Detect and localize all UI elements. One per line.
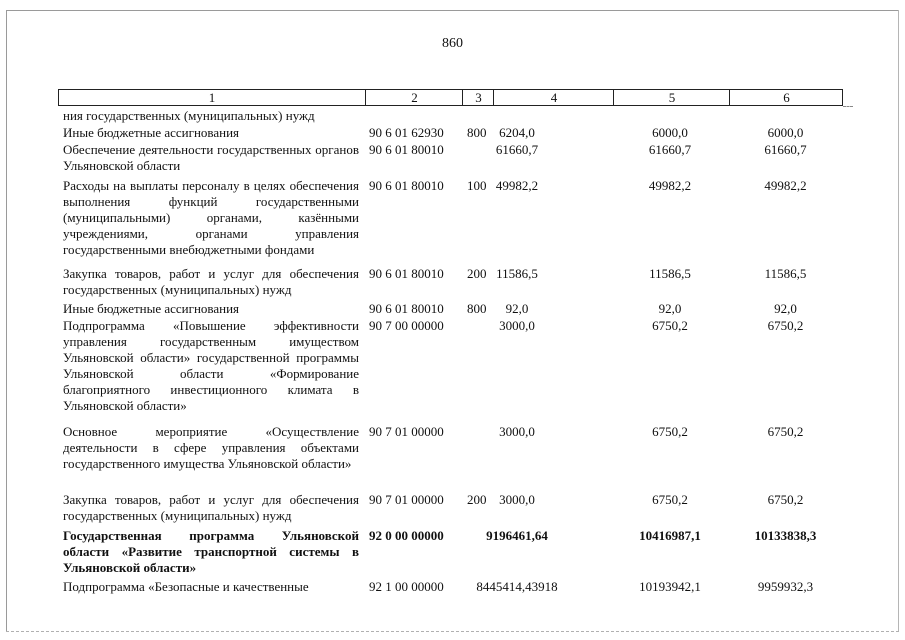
header-col-1: 1 [208,90,216,105]
row-value-3: 6750,2 [767,424,804,439]
row-code: 90 6 01 62930 [369,125,444,140]
row-value-2: 6000,0 [652,125,688,140]
page-frame-bottom [6,631,899,632]
row-value-2: 10193942,1 [639,579,701,594]
row-value-1: 61660,7 [495,142,539,157]
row-code: 90 7 01 00000 [369,492,444,507]
row-code: 90 6 01 80010 [369,301,444,316]
row-code: 90 6 01 80010 [369,178,444,193]
row-name: ния государственных (муниципальных) нужд [63,108,315,123]
header-col-6: 6 [729,90,843,105]
row-value-2: 11586,5 [649,266,691,281]
row-name: Иные бюджетные ассигнования [63,301,240,316]
page-frame-top [6,10,899,11]
header-col-3: 3 [462,90,494,105]
row-code: 90 6 01 80010 [369,142,444,157]
row-name: Закупка товаров, работ и услуг для обеспечения государственных (муниципальных) нужд [63,266,359,297]
row-value-1: 3000,0 [499,424,535,439]
row-type: 200 [467,492,487,507]
row-value-3: 49982,2 [764,178,807,193]
row-value-3: 11586,5 [764,266,807,281]
table-header [58,89,843,106]
row-type: 200 [467,266,487,281]
row-name: Подпрограмма «Безопасные и качественные [63,579,309,594]
row-type: 100 [467,178,487,193]
row-value-2: 49982,2 [648,178,692,193]
row-code: 92 0 00 00000 [369,528,444,543]
row-type: 800 [467,125,487,140]
row-name: Иные бюджетные ассигнования [63,125,240,140]
row-value-3: 61660,7 [764,142,807,157]
header-col-4: 4 [493,90,614,105]
row-code: 92 1 00 00000 [369,579,444,594]
row-value-3: 6750,2 [767,318,804,333]
row-value-1: 92,0 [505,301,529,316]
header-rule-extension [843,106,853,107]
header-col-5: 5 [613,90,730,105]
row-value-1: 8445414,43918 [476,579,558,594]
row-name: Закупка товаров, работ и услуг для обеспечения государственных (муниципальных) нужд [63,492,359,523]
row-value-3: 10133838,3 [754,528,817,543]
page-frame-right [898,10,899,632]
row-value-1: 3000,0 [499,318,535,333]
row-code: 90 7 01 00000 [369,424,444,439]
row-code: 90 7 00 00000 [369,318,444,333]
row-name: Расходы на выплаты персоналу в целях обеспечения выполнения функций государственными (муниципальными) органами, казёнными учреждениями, органами управления государственными внебюджетными фондами [63,178,359,257]
row-value-2: 92,0 [658,301,682,316]
row-value-1: 3000,0 [499,492,535,507]
row-value-3: 92,0 [774,301,797,316]
row-value-2: 61660,7 [648,142,692,157]
row-value-1: 11586,5 [496,266,538,281]
row-name: Основное мероприятие «Осуществление деятельности в сфере управления объектами государственного имущества Ульяновской области» [63,424,359,471]
header-col-2: 2 [365,90,463,105]
page-number: 860 [442,36,463,51]
page-frame-left [6,10,7,632]
row-value-1: 9196461,64 [486,528,548,543]
row-value-3: 6000,0 [767,125,804,140]
row-name: Подпрограмма «Повышение эффективности управления государственным имуществом Ульяновской области» государственной программы Ульяновской области «Формирование благоприятного инвестиционного климата в Ульяновской области» [63,318,359,413]
row-value-2: 6750,2 [652,492,688,507]
row-type: 800 [467,301,487,316]
row-value-3: 9959932,3 [757,579,814,594]
row-value-1: 6204,0 [499,125,535,140]
row-value-3: 6750,2 [767,492,804,507]
row-value-2: 6750,2 [652,424,688,439]
row-code: 90 6 01 80010 [369,266,444,281]
row-name: Обеспечение деятельности государственных органов Ульяновской области [63,142,359,173]
row-value-2: 10416987,1 [639,528,701,543]
row-value-1: 49982,2 [495,178,539,193]
row-name: Государственная программа Ульяновской области «Развитие транспортной системы в Ульяновской области» [63,528,359,575]
row-value-2: 6750,2 [652,318,688,333]
